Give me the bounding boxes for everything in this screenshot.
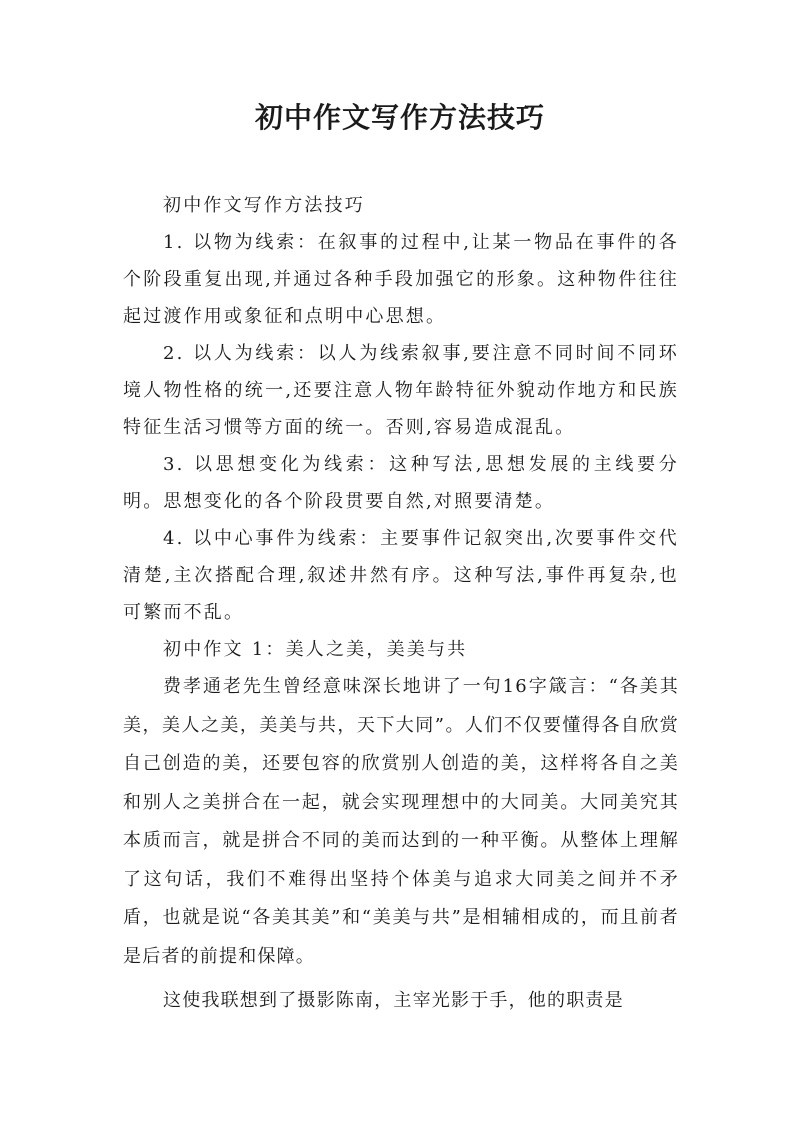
paragraph-item-4: 4. 以中心事件为线索：主要事件记叙突出,次要事件交代清楚,主次搭配合理,叙述井然有序。这种写法,事件再复杂,也可繁而不乱。: [123, 528, 679, 623]
document-body: [123, 187, 679, 1021]
paragraph-item-3: 3. 以思想变化为线索：这种写法,思想发展的主线要分明。思想变化的各个阶段贯要自然,对照要清楚。: [123, 454, 679, 512]
paragraph-heading: 初中作文写作方法技巧: [163, 195, 365, 216]
essay-heading: 初中作文 1：美人之美，美美与共: [163, 639, 468, 660]
paragraph-item-2: 2. 以人为线索：以人为线索叙事,要注意不同时间不同环境人物性格的统一,还要注意人物年龄特征外貌动作地方和民族特征生活习惯等方面的统一。否则,容易造成混乱。: [123, 343, 679, 438]
document-title: 初中作文写作方法技巧: [254, 101, 545, 134]
essay-paragraph-2: 这使我联想到了摄影陈南，主宰光影于手，他的职责是: [163, 990, 624, 1011]
paragraph-item-1: 1. 以物为线索：在叙事的过程中,让某一物品在事件的各个阶段重复出现,并通过各种手段加强它的形象。这种物件往往起过渡作用或象征和点明中心思想。: [123, 232, 679, 327]
essay-paragraph-1: 费孝通老先生曾经意味深长地讲了一句16字箴言：“各美其美，美人之美，美美与共，天下大同”。人们不仅要懂得各自欣赏自己创造的美，还要包容的欣赏别人创造的美，这样将各自之美和别人之美拼合在一起，就会实现理想中的大同美。大同美究其本质而言，就是拼合不同的美而达到的一种平衡。从整体上理解了这句话，我们不难得出坚持个体美与追求大同美之间并不矛盾，也就是说“各美其美”和“美美与共”是相辅相成的，而且前者是后者的前提和保障。: [123, 676, 679, 967]
